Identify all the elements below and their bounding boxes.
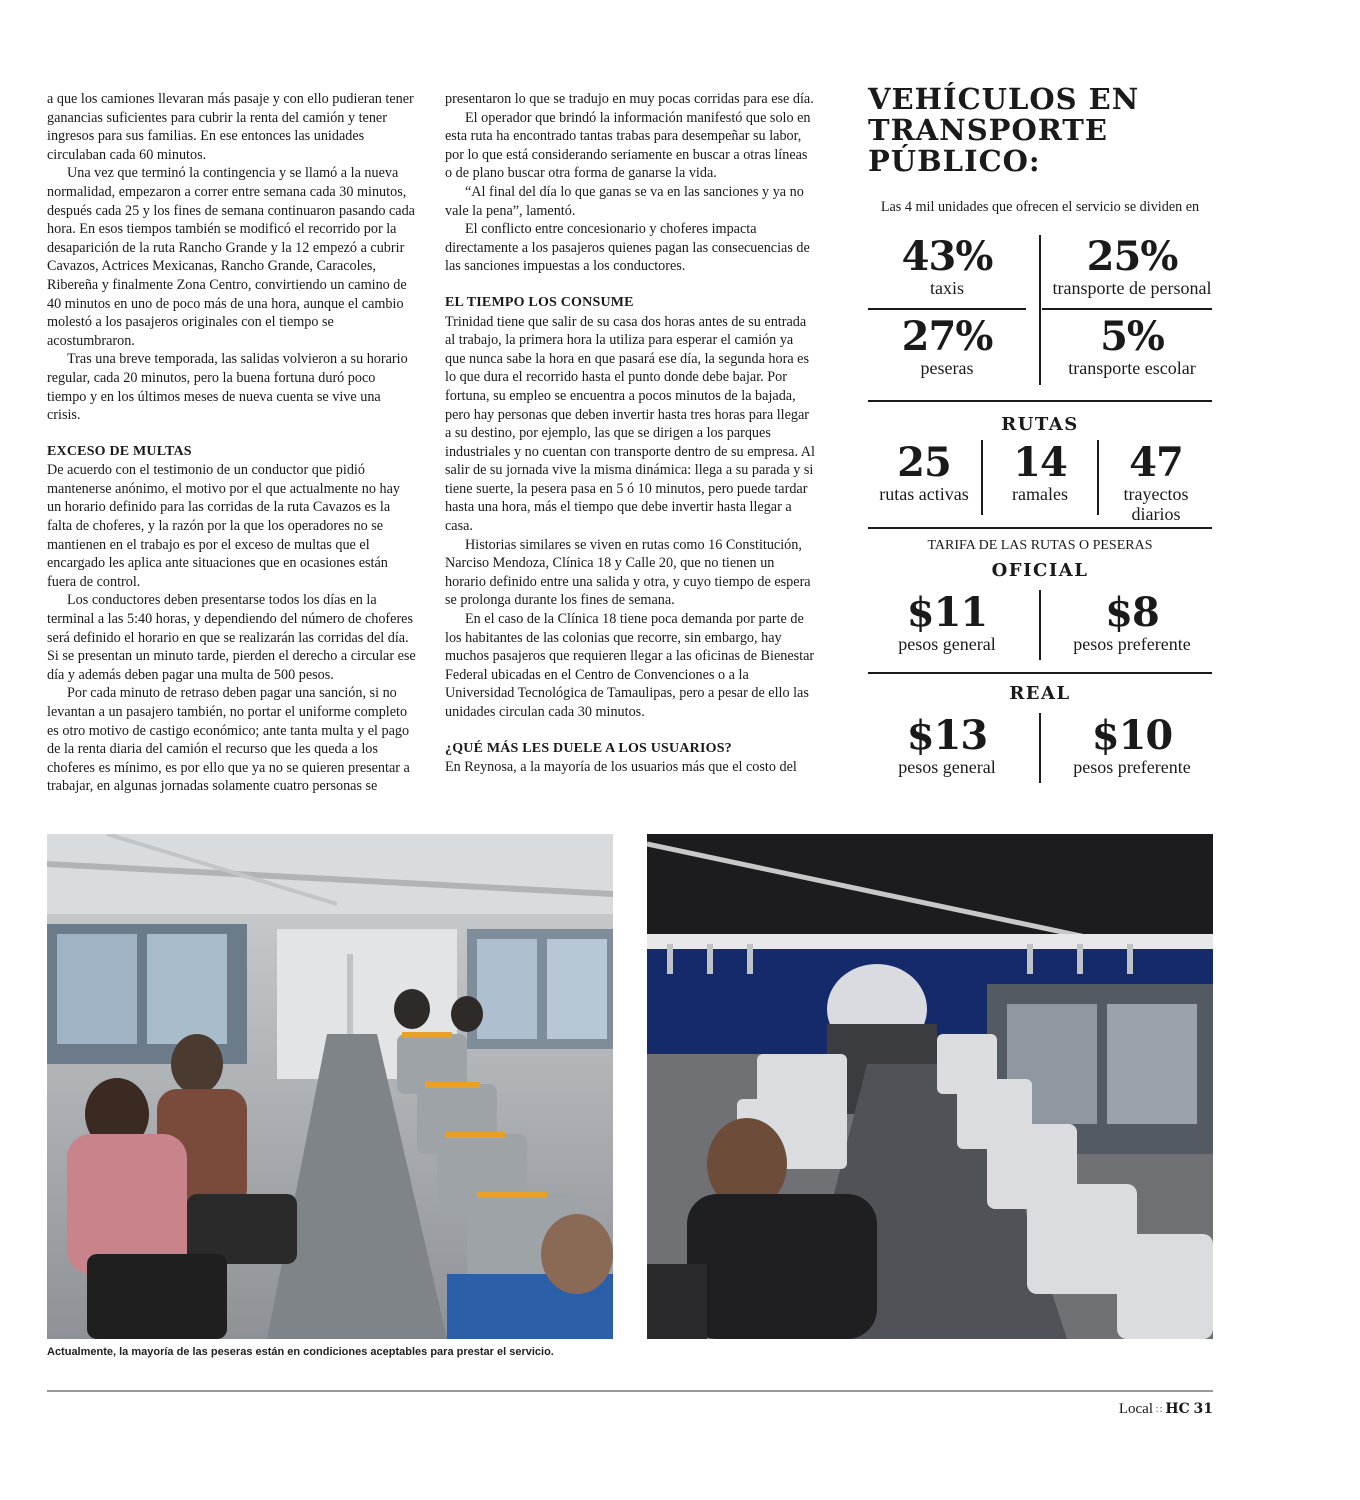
article-column-1 — [47, 90, 417, 796]
article-paragraph: Trinidad tiene que salir de su casa dos horas antes de su entrada al trabajo, la primera hora la utiliza para esperar el camión ya que nunca sabe la hora en que pasará ese día, la segunda hora es lo que dura el recorrido hasta el punto donde debe bajar. Por fortuna, su empleo se encuentra a pocos minutos de la bajada, pero hay personas que deben invertir hasta tres horas para llegar a su destino, por ejemplo, las que se dirigen a los parques industriales y no cuentan con transporte dentro de su empresa. Al salir de su jornada vive la misma dinámica: llega a su parada y si tiene suerte, la pesera pasa en 5 ó 10 minutos, pero puede tardar hasta una hora, más el tiempo que debe invertir hasta llegar a casa. — [445, 313, 815, 535]
page-folio — [1119, 1401, 1213, 1418]
article-paragraph: En el caso de la Clínica 18 tiene poca demanda por parte de los habitantes de las colonias que recorre, sin embargo, hay muchos pasajeros que requieren llegar a las oficinas de Bienestar Federal ubicadas en el Centro de Convenciones o a la Universidad Tecnológica de Tamaulipas, pero a pesar de ello las unidades circulan cada 30 minutos. — [445, 611, 815, 720]
stat-ramales: 14 ramales — [1012, 439, 1068, 504]
divider — [868, 400, 1212, 402]
stat-trayectos-diarios: 47 trayectos diarios — [1123, 439, 1189, 524]
folio-publication: HC — [1165, 1401, 1190, 1417]
bus-interior-illustration — [647, 834, 1213, 1339]
article-paragraph: Una vez que terminó la contingencia y se llamó a la nueva normalidad, empezaron a correr entre semana cada 30 minutos, después cada 25 y los fines de semana continuaron pasando cada hora. En esos tiempos también se modificó el recorrido por la desaparición de la ruta Rancho Grande y la 12 empezó a cubrir Cavazos, Actrices Mexicanas, Rancho Grande, Caracoles, Ribereña y finalmente Zona Centro, convirtiendo un camino de 40 minutos en uno de poco más de una hora, aunque el cambio molestó a los pasajeros originales con el tiempo se acostumbraron. — [47, 165, 415, 349]
folio-page-number: 31 — [1193, 1401, 1213, 1417]
article-paragraph: Historias similares se viven en rutas como 16 Constitución, Narciso Mendoza, Clínica 18 y Calle 20, que no tienen un horario definido entre una salida y otra, y cuyo tiempo de espera se prolonga durante los fines de semana. — [445, 536, 811, 609]
stat-oficial-preferente: $8 pesos preferente — [1073, 589, 1191, 654]
photo-bus-interior-passengers — [47, 834, 613, 1339]
article-column-2 — [445, 90, 815, 777]
article-paragraph: Los conductores deben presentarse todos los días en la terminal a las 5:40 horas, y dependiendo del número de choferes será definido el horario en que se realizarán las corridas del día. Si se presentan un minuto tarde, pierden el derecho a circular ese día y además deben pagar una multa de 500 pesos. — [47, 592, 416, 683]
article-paragraph: Tras una breve temporada, las salidas volvieron a su horario regular, cada 20 minutos, pero la buena fortuna duró poco tiempo y en los últimos meses de nueva cuenta se vive una crisis. — [47, 351, 408, 424]
article-paragraph: presentaron lo que se tradujo en muy pocas corridas para ese día. — [445, 91, 814, 107]
article-paragraph: El operador que brindó la información manifestó que solo en esta ruta ha encontrado tantas trabas para desempeñar su labor, por lo que está considerando seriamente en buscar a otras líneas o de plano buscar otra forma de ganarse la vida. — [445, 109, 811, 182]
infographic-title: VEHÍCULOS EN TRANSPORTE PÚBLICO: — [868, 82, 1140, 178]
stat-real-preferente: $10 pesos preferente — [1073, 712, 1191, 777]
divider — [1039, 713, 1041, 783]
infographic-subtitle: Las 4 mil unidades que ofrecen el servicio se dividen en — [880, 199, 1200, 215]
article-paragraph: En Reynosa, a la mayoría de los usuarios más que el costo del — [445, 759, 797, 776]
section-subheading: ¿QUÉ MÁS LES DUELE A LOS USUARIOS? — [445, 740, 732, 756]
stat-transporte-escolar: 5% transporte escolar — [1068, 313, 1196, 378]
photo-caption: Actualmente, la mayoría de las peseras están en condiciones aceptables para prestar el servicio. — [47, 1346, 554, 1358]
bus-interior-illustration — [47, 834, 613, 1339]
article-paragraph: De acuerdo con el testimonio de un conductor que pidió mantenerse anónimo, el motivo por el que actualmente no hay un horario definido para las corridas de la ruta Cavazos es la falta de choferes, y la razón por la que los operadores no se mantienen en el trabajo es por el exceso de multas que el encargado les aplica ante situaciones que en ocasiones están fuera de control. — [47, 462, 400, 590]
stat-oficial-general: $11 pesos general — [898, 589, 996, 654]
divider — [868, 527, 1212, 529]
article-paragraph: “Al final del día lo que ganas se va en las sanciones y ya no vale la pena”, lamentó. — [445, 183, 804, 219]
stats-grid — [868, 0, 1212, 800]
article-paragraph: El conflicto entre concesionario y choferes impacta directamente a los pasajeros quienes pagan las consecuencias de las sanciones impuestas a los conductores. — [445, 221, 810, 275]
divider — [1039, 590, 1041, 660]
folio-separator-icon: ∷ — [1156, 1405, 1163, 1416]
divider — [1042, 308, 1212, 310]
article-paragraph: Por cada minuto de retraso deben pagar una sanción, si no levantan a un pasajero también, no portar el uniforme completo es otro motivo de castigo económico; ante tanta multa y el pago de la renta diaria del camión el recurso que les queda a los choferes es mínimo, es por ello que ya no se quieren presentar a trabajar, en algunas jornadas solamente cuatro personas se — [47, 685, 410, 795]
divider — [868, 308, 1026, 310]
stat-taxis: 43% taxis — [901, 233, 993, 298]
section-subheading: EL TIEMPO LOS CONSUME — [445, 294, 634, 310]
section-subheading: EXCESO DE MULTAS — [47, 443, 192, 459]
real-heading: REAL — [1009, 683, 1071, 704]
stat-rutas-activas: 25 rutas activas — [879, 439, 969, 504]
folio-section: Local — [1118, 1401, 1154, 1417]
stat-transporte-personal: 25% transporte de personal — [1052, 233, 1212, 298]
stat-real-general: $13 pesos general — [898, 712, 996, 777]
photo-bus-interior-driver — [647, 834, 1213, 1339]
fare-heading: TARIFA DE LAS RUTAS O PESERAS — [927, 538, 1153, 553]
stat-peseras: 27% peseras — [901, 313, 993, 378]
official-heading: OFICIAL — [991, 560, 1089, 581]
divider — [868, 672, 1212, 674]
divider — [981, 440, 983, 515]
footer-rule — [47, 1390, 1213, 1392]
divider — [1039, 235, 1041, 385]
divider — [1097, 440, 1099, 515]
routes-heading: RUTAS — [1001, 414, 1079, 435]
article-paragraph: a que los camiones llevaran más pasaje y con ello pudieran tener ganancias suficientes para cubrir la renta del camión y tener ingresos para sus familias. En ese entonces las unidades circulaban cada 60 minutos. — [47, 91, 414, 163]
